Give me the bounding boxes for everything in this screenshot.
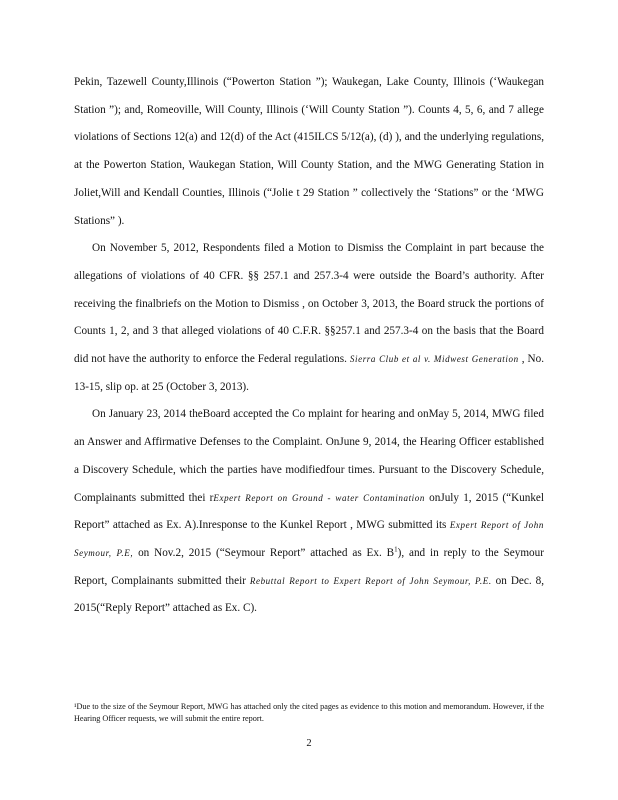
- paragraph-text: On January 23, 2014 theBoard accepted the Co mplaint for hearing and onMay 5, 2014, MWG filed an Answer and Affirmative Defenses to the Complaint. OnJune 9, 2014, the Hearing Officer established a Discovery Schedule, which the parties have modifiedfour times. Pursuant to the Discovery Schedule, Complainants submitted thei r: [74, 408, 544, 504]
- body-text: [74, 69, 544, 623]
- case-citation-text: Expert Report of John Seymour, P.E,: [74, 520, 544, 558]
- page-number: 2: [306, 738, 312, 749]
- paragraph-text: ), and in reply to the Seymour Report, Complainants submitted their: [74, 546, 544, 587]
- case-citation-text: Sierra Club et al v. Midwest Generation: [349, 354, 519, 365]
- footnote-ref: 1: [394, 545, 398, 554]
- paragraph-text: , No. 13-15, slip op. at 25 (October 3, 2013).: [74, 353, 545, 393]
- case-citation-text: Rebuttal Report to Expert Report of John Seymour, P.E.: [249, 575, 492, 586]
- paragraph: [74, 69, 544, 235]
- paragraph-text: On November 5, 2012, Respondents filed a Motion to Dismiss the Complaint in part because the allegations of violations of 40 CFR. §§ 257.1 and 257.3-4 were outside the Board’s authority. After receiving the finalbriefs on the Motion to Dismiss , on October 3, 2013, the Board struck the portions of Counts 1, 2, and 3 that alleged violations of 40 C.F.R. §§257.1 and 257.3-4 on the basis that the Board did not have the authority to enforce the Federal regulations.: [74, 242, 544, 366]
- paragraph-text: Pekin, Tazewell County,Illinois (“Powerton Station ”); Waukegan, Lake County, Illinois (‘Waukegan Station ”); and, Romeoville, Will County, Illinois (‘Will County Station ”). Counts 4, 5, 6, and 7 allege violations of Sections 12(a) and 12(d) of the Act (415ILCS 5/12(a), (d) ), and the underlying regulations, at the Powerton Station, Waukegan Station, Will County Station, and the MWG Generating Station in Joliet,Will and Kendall Counties, Illinois (“Jolie t 29 Station ” collectively the ‘Stations” or the ‘MWG Stations” ).: [74, 76, 544, 227]
- paragraph: [74, 401, 544, 623]
- paragraph-text: onJuly 1, 2015 (“Kunkel Report” attached as Ex. A).Inresponse to the Kunkel Report , MWG submitted its: [74, 491, 544, 532]
- footnote: ¹Due to the size of the Seymour Report, MWG has attached only the cited pages as evidence to this motion and memorandum. However, if the Hearing Officer requests, we will submit the entire report.: [74, 702, 544, 723]
- paragraph-text: on Nov.2, 2015 (“Seymour Report” attached as Ex. B: [133, 546, 395, 559]
- case-citation-text: Expert Report on Ground - water Contamination: [213, 492, 425, 503]
- paragraph: [74, 235, 544, 401]
- paragraph-text: on Dec. 8, 2015(“Reply Report” attached as Ex. C).: [74, 574, 544, 615]
